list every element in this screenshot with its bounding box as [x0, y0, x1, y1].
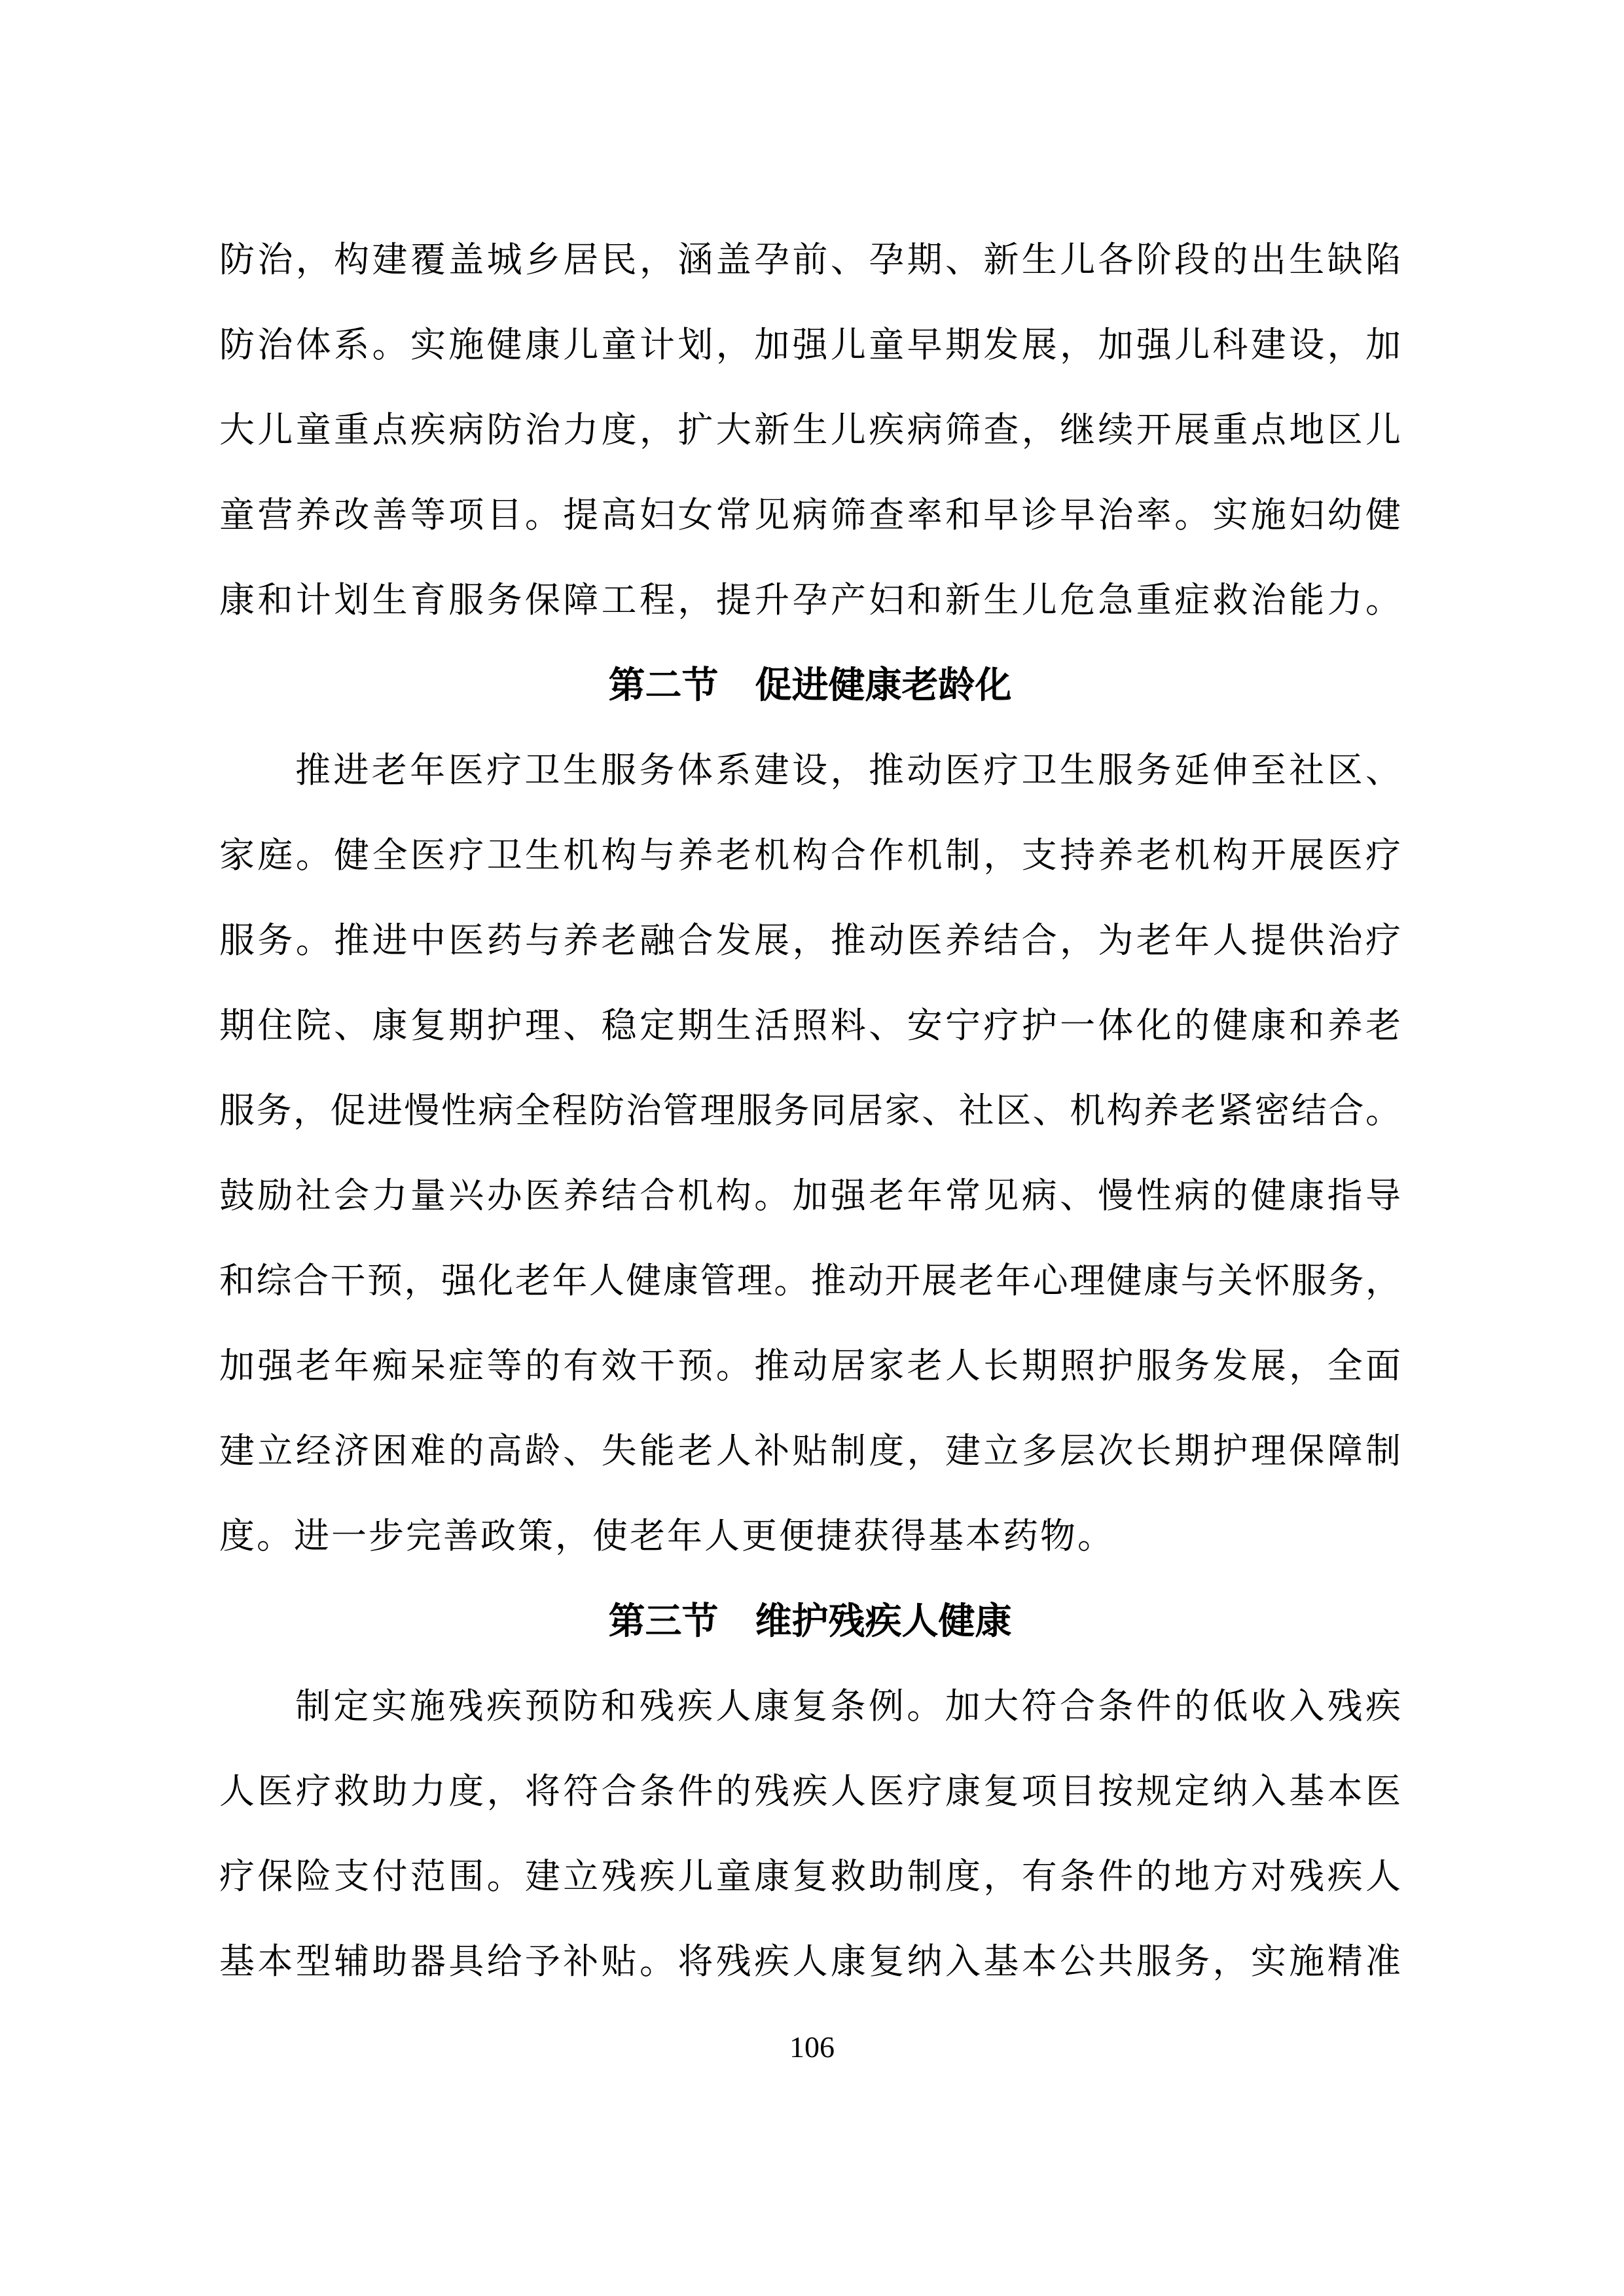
text-line: 服务，促进慢性病全程防治管理服务同居家、社区、机构养老紧密结合。 [219, 1091, 1401, 1130]
text-line: 期住院、康复期护理、稳定期生活照料、安宁疗护一体化的健康和养老 [219, 1006, 1401, 1045]
text-line: 制定实施残疾预防和残疾人康复条例。加大符合条件的低收入残疾 [295, 1687, 1401, 1726]
text-line: 童营养改善等项目。提高妇女常见病筛查率和早诊早治率。实施妇幼健 [219, 495, 1401, 535]
section-heading-3: 第三节 维护残疾人健康 [608, 1600, 1012, 1641]
text-line: 加强老年痴呆症等的有效干预。推动居家老人长期照护服务发展，全面 [219, 1346, 1401, 1386]
text-line: 人医疗救助力度，将符合条件的残疾人医疗康复项目按规定纳入基本医 [219, 1772, 1401, 1811]
text-line: 服务。推进中医药与养老融合发展，推动医养结合，为老年人提供治疗 [219, 921, 1401, 960]
text-line: 度。进一步完善政策，使老年人更便捷获得基本药物。 [219, 1516, 1115, 1556]
text-line: 推进老年医疗卫生服务体系建设，推动医疗卫生服务延伸至社区、 [295, 751, 1401, 790]
text-line: 和综合干预，强化老年人健康管理。推动开展老年心理健康与关怀服务， [219, 1261, 1401, 1300]
text-line: 基本型辅助器具给予补贴。将残疾人康复纳入基本公共服务，实施精准 [219, 1942, 1401, 1981]
text-line: 疗保险支付范围。建立残疾儿童康复救助制度，有条件的地方对残疾人 [219, 1857, 1401, 1896]
text-line: 建立经济困难的高龄、失能老人补贴制度，建立多层次长期护理保障制 [219, 1431, 1401, 1471]
text-line: 防治体系。实施健康儿童计划，加强儿童早期发展，加强儿科建设，加 [219, 325, 1401, 365]
text-line: 大儿童重点疾病防治力度，扩大新生儿疾病筛查，继续开展重点地区儿 [219, 410, 1401, 450]
page-number: 106 [789, 2030, 835, 2064]
text-line: 防治，构建覆盖城乡居民，涵盖孕前、孕期、新生儿各阶段的出生缺陷 [219, 240, 1401, 279]
text-line: 鼓励社会力量兴办医养结合机构。加强老年常见病、慢性病的健康指导 [219, 1176, 1401, 1215]
text-line: 家庭。健全医疗卫生机构与养老机构合作机制，支持养老机构开展医疗 [219, 836, 1401, 875]
text-line: 康和计划生育服务保障工程，提升孕产妇和新生儿危急重症救治能力。 [219, 581, 1401, 620]
text-block [219, 217, 1401, 2004]
section-heading-2: 第二节 促进健康老龄化 [608, 664, 1012, 706]
